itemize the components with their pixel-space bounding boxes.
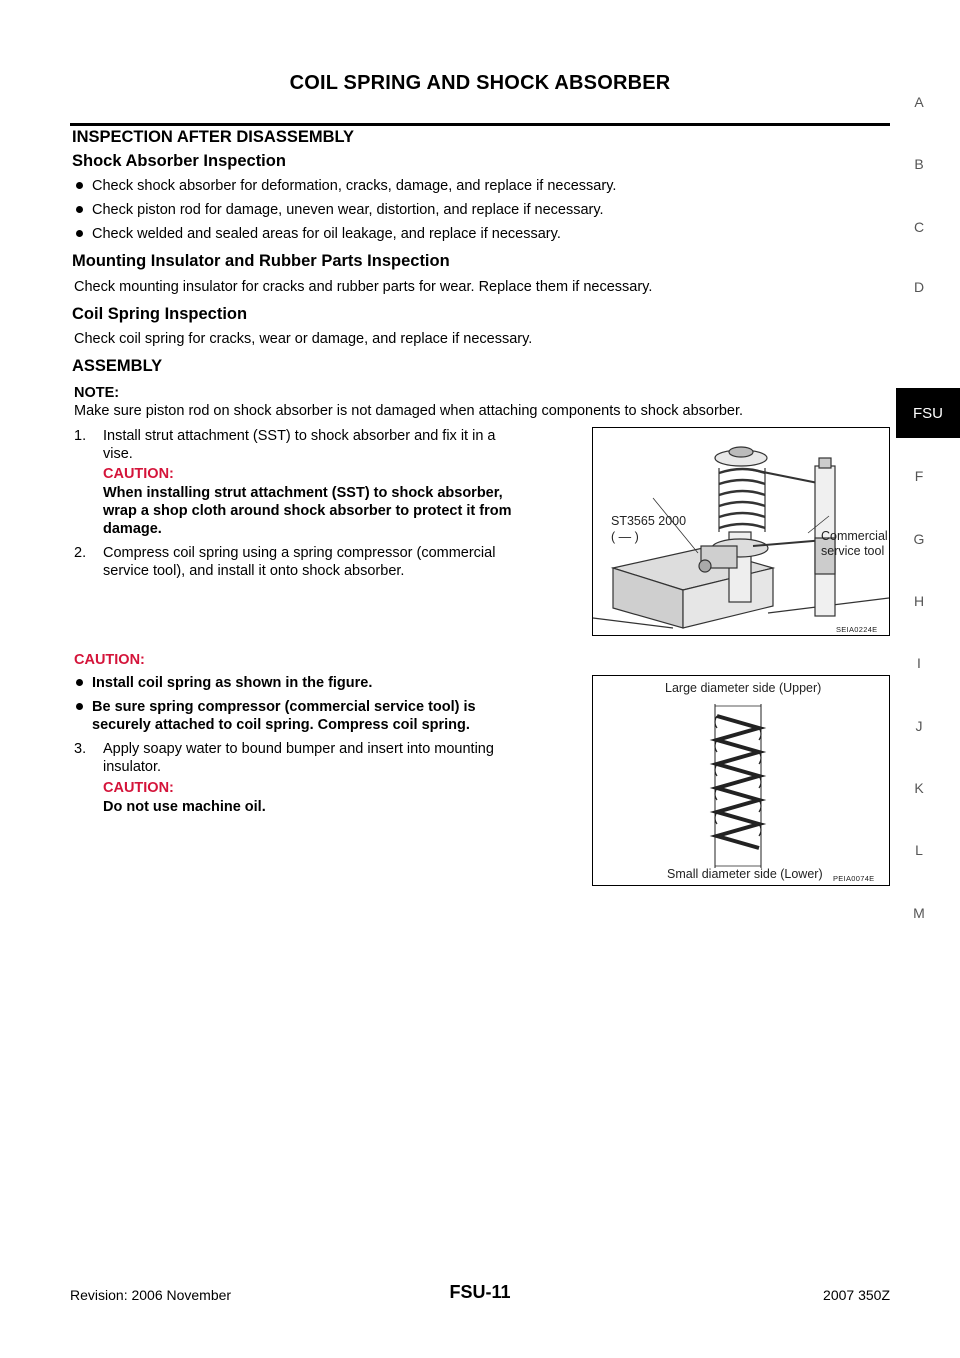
coil-spring-diagram	[593, 676, 889, 885]
figure-strut-attachment	[592, 427, 890, 636]
coil-spring-text: Check coil spring for cracks, wear or damage, and replace if necessary.	[74, 331, 533, 347]
side-index-d[interactable]: D	[913, 279, 925, 295]
caution-label: CAUTION:	[74, 652, 145, 668]
bullet-icon	[76, 679, 83, 686]
figure-code: PEIA0074E	[833, 874, 875, 883]
caution1-text-cont: wrap a shop cloth around shock absorber to protect it from	[103, 503, 512, 519]
commercial-tool-label-cont: service tool	[821, 544, 885, 558]
bullet-icon	[76, 182, 83, 189]
note-text: Make sure piston rod on shock absorber is not damaged when attaching components to shock absorber.	[74, 403, 744, 419]
page-title: COIL SPRING AND SHOCK ABSORBER	[289, 72, 671, 94]
section-heading-inspection: INSPECTION AFTER DISASSEMBLY	[72, 128, 355, 146]
side-index-b[interactable]: B	[914, 156, 924, 172]
step1-text: Install strut attachment (SST) to shock absorber and fix it in a	[103, 428, 496, 444]
section-heading-assembly: ASSEMBLY	[72, 357, 163, 375]
step2-text: Compress coil spring using a spring compressor (commercial	[103, 545, 496, 561]
bullet-icon	[76, 230, 83, 237]
small-diameter-label: Small diameter side (Lower)	[667, 867, 823, 881]
side-index-j[interactable]: J	[915, 718, 923, 734]
list-item: Check welded and sealed areas for oil leakage, and replace if necessary.	[92, 226, 561, 242]
bullet-icon	[76, 703, 83, 710]
caution-label: CAUTION:	[103, 780, 174, 796]
caution1-text-end: damage.	[103, 521, 162, 537]
step2-text-cont: service tool), and install it onto shock absorber.	[103, 563, 405, 579]
side-index-i[interactable]: I	[917, 655, 921, 671]
side-index-g[interactable]: G	[913, 531, 925, 547]
caution2-bullet1: Install coil spring as shown in the figure.	[92, 675, 373, 691]
side-index-c[interactable]: C	[913, 219, 925, 235]
list-item: Check piston rod for damage, uneven wear, distortion, and replace if necessary.	[92, 202, 604, 218]
footer-revision: Revision: 2006 November	[70, 1287, 232, 1303]
caution1-text: When installing strut attachment (SST) to shock absorber,	[103, 485, 503, 501]
figure-coil-spring-orientation	[592, 675, 890, 886]
step-number: 1.	[74, 428, 87, 444]
subheading-coil-spring: Coil Spring Inspection	[72, 305, 248, 323]
list-item: Check shock absorber for deformation, cracks, damage, and replace if necessary.	[92, 178, 617, 194]
caution3-text: Do not use machine oil.	[103, 799, 266, 815]
large-diameter-label: Large diameter side (Upper)	[665, 681, 822, 695]
caution2-bullet2-cont: securely attached to coil spring. Compress coil spring.	[92, 717, 470, 733]
insulator-text: Check mounting insulator for cracks and rubber parts for wear. Replace them if necessary.	[74, 279, 653, 295]
side-index-h[interactable]: H	[913, 593, 925, 609]
footer-page-number: FSU-11	[449, 1282, 511, 1302]
caution2-bullet2: Be sure spring compressor (commercial service tool) is	[92, 699, 476, 715]
tool-number-paren: ( — )	[611, 530, 639, 544]
side-index-m[interactable]: M	[913, 905, 925, 921]
step-number: 3.	[74, 741, 87, 757]
step1-text-cont: vise.	[103, 446, 133, 462]
side-index-k[interactable]: K	[914, 780, 924, 796]
step-number: 2.	[74, 545, 87, 561]
note-label: NOTE:	[74, 385, 120, 401]
step3-text-cont: insulator.	[103, 759, 162, 775]
side-index-f[interactable]: F	[914, 468, 924, 484]
footer-model: 2007 350Z	[823, 1287, 890, 1303]
header-divider	[70, 123, 890, 126]
figure-code: SEIA0224E	[836, 625, 878, 634]
tool-number-label: ST3565 2000	[611, 514, 687, 528]
subheading-shock-absorber: Shock Absorber Inspection	[72, 152, 286, 170]
bullet-icon	[76, 206, 83, 213]
commercial-tool-label: Commercial	[821, 529, 888, 543]
side-index-l[interactable]: L	[915, 842, 923, 858]
step3-text: Apply soapy water to bound bumper and insert into mounting	[103, 741, 494, 757]
side-index-a[interactable]: A	[914, 94, 924, 110]
caution-label: CAUTION:	[103, 466, 174, 482]
subheading-insulator: Mounting Insulator and Rubber Parts Inspection	[72, 252, 450, 270]
side-index-fsu-active[interactable]: FSU	[896, 388, 960, 438]
